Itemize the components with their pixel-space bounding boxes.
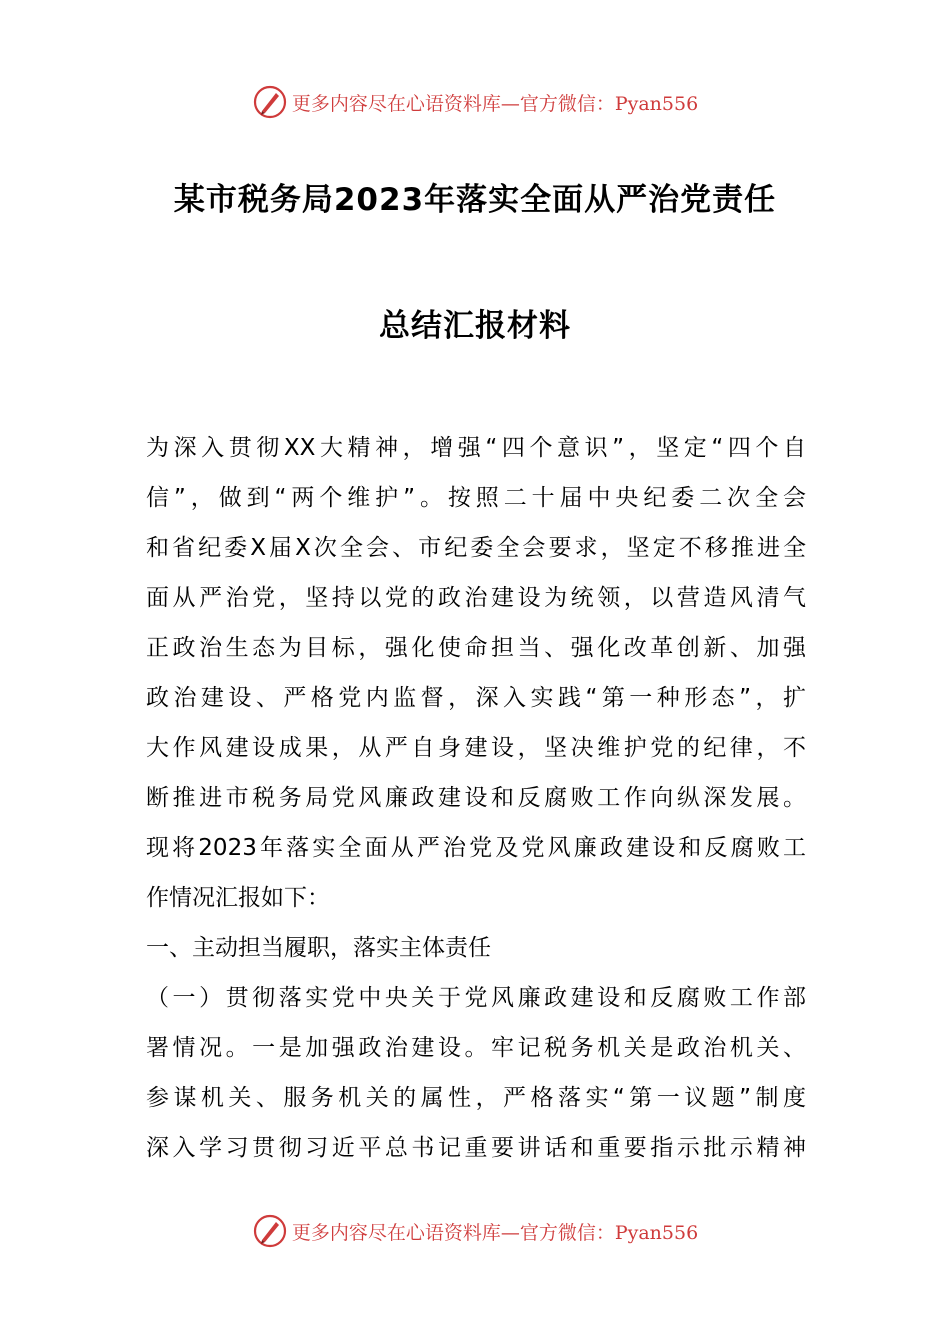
body-line: 深入学习贯彻习近平总书记重要讲话和重要指示批示精神 (146, 1135, 806, 1161)
pen-logo-icon (252, 84, 288, 120)
body-line: 署情况。一是加强政治建设。牢记税务机关是政治机关、 (146, 1035, 806, 1061)
body-line: （一）贯彻落实党中央关于党风廉政建设和反腐败工作部 (146, 985, 806, 1011)
document-body (146, 428, 806, 1178)
pen-logo-icon (252, 1213, 288, 1249)
body-line: 参谋机关、服务机关的属性，严格落实“第一议题”制度 (146, 1085, 806, 1111)
body-line: 正政治生态为目标，强化使命担当、强化改革创新、加强 (146, 635, 806, 661)
body-line: 面从严治党，坚持以党的政治建设为统领，以营造风清气 (146, 585, 806, 611)
body-line: 为深入贯彻XX大精神，增强“四个意识”，坚定“四个自 (146, 435, 806, 461)
body-line: 作情况汇报如下： (146, 885, 330, 911)
body-line: 信”，做到“两个维护”。按照二十届中央纪委二次全会 (146, 485, 806, 511)
body-line: 断推进市税务局党风廉政建设和反腐败工作向纵深发展。 (146, 785, 806, 811)
header-watermark (0, 78, 950, 126)
body-line: 现将2023年落实全面从严治党及党风廉政建设和反腐败工 (146, 835, 806, 861)
footer-watermark (0, 1207, 950, 1255)
document-title-line-2: 总结汇报材料 (379, 308, 571, 344)
section-heading: 一、主动担当履职，落实主体责任 (146, 935, 491, 961)
watermark-text: 更多内容尽在心语资料库—官方微信：Pyan556 (291, 1221, 699, 1244)
watermark-text: 更多内容尽在心语资料库—官方微信：Pyan556 (291, 92, 699, 115)
document-title-line-1: 某市税务局2023年落实全面从严治党责任 (173, 182, 777, 218)
body-line: 大作风建设成果，从严自身建设，坚决维护党的纪律，不 (146, 735, 806, 761)
body-line: 和省纪委X届X次全会、市纪委全会要求，坚定不移推进全 (146, 535, 806, 561)
body-line: 政治建设、严格党内监督，深入实践“第一种形态”，扩 (146, 685, 806, 711)
